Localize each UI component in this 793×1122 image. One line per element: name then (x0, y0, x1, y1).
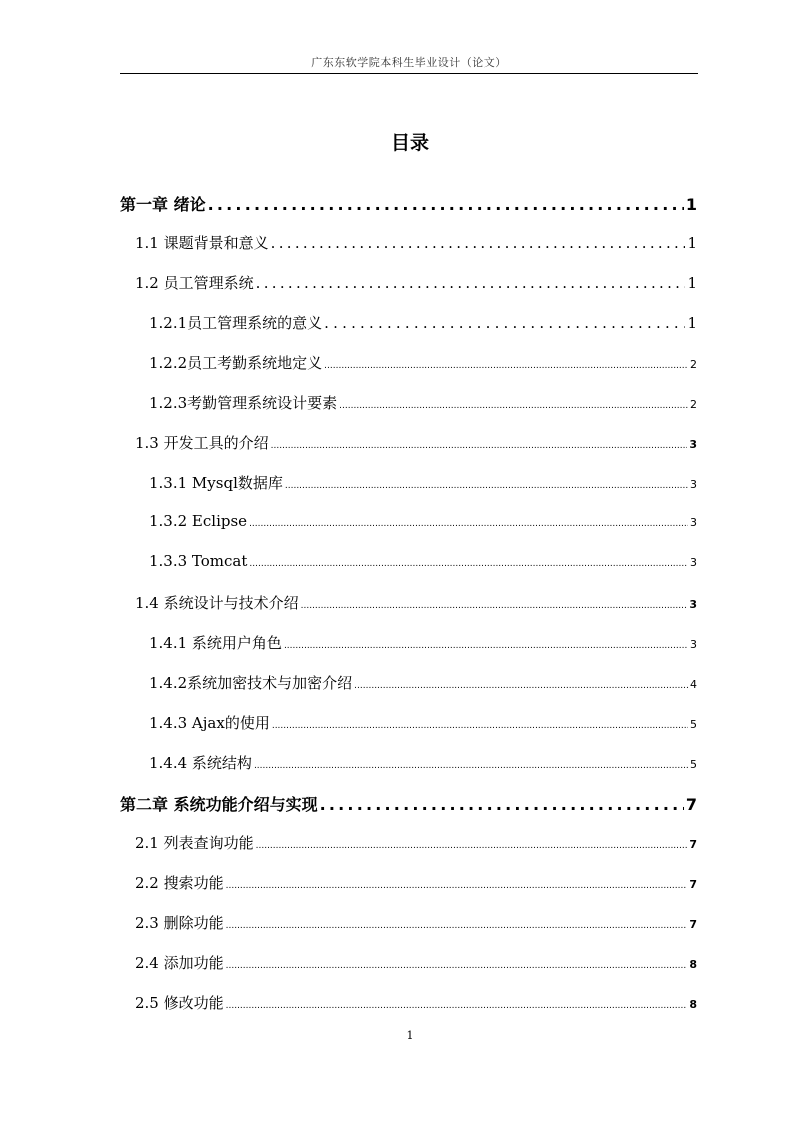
toc-entry-page: 1 (687, 314, 697, 332)
dot-leader (301, 601, 688, 611)
toc-entry-page: 8 (689, 998, 697, 1011)
toc-entry-chapter-2[interactable] (120, 792, 697, 815)
dot-leader (208, 195, 684, 214)
toc-entry-label: 1.3 开发工具的介绍 (135, 434, 269, 452)
toc-entry-page: 8 (689, 958, 697, 971)
toc-entry-page: 3 (690, 556, 697, 569)
toc-entry-1-1[interactable] (135, 232, 697, 253)
toc-entry-1-2-1[interactable] (149, 312, 697, 333)
toc-entry-1-3-3[interactable] (149, 552, 697, 570)
toc-entry-label: 1.3.1 Mysql数据库 (149, 474, 283, 492)
toc-entry-1-4-3[interactable] (149, 712, 697, 733)
toc-entry-1-2-3[interactable] (149, 392, 697, 413)
toc-entry-page: 2 (690, 358, 697, 371)
toc-entry-page: 1 (685, 195, 697, 214)
dot-leader (354, 681, 688, 691)
toc-entry-2-1[interactable] (135, 832, 697, 853)
toc-entry-2-2[interactable] (135, 872, 697, 893)
toc-entry-page: 7 (685, 795, 697, 814)
toc-entry-page: 7 (689, 838, 697, 851)
header-rule (120, 73, 698, 74)
toc-entry-label: 1.3.2 Eclipse (149, 512, 248, 530)
dot-leader (320, 795, 684, 814)
dot-leader (324, 314, 685, 332)
toc-entry-label: 1.4.2系统加密技术与加密介绍 (149, 674, 353, 692)
dot-leader (271, 234, 686, 252)
toc-entry-label: 1.2.1员工管理系统的意义 (149, 314, 323, 332)
toc-entry-chapter-1[interactable] (120, 192, 697, 215)
toc-entry-page: 4 (690, 678, 697, 691)
dot-leader (226, 1001, 688, 1011)
toc-entry-page: 7 (689, 918, 697, 931)
toc-entry-1-2[interactable] (135, 272, 697, 293)
toc-entry-2-4[interactable] (135, 952, 697, 973)
toc-entry-1-2-2[interactable] (149, 352, 697, 373)
toc-entry-label: 1.2.2员工考勤系统地定义 (149, 354, 323, 372)
dot-leader (226, 881, 688, 891)
dot-leader (256, 274, 686, 292)
dot-leader (271, 441, 688, 451)
toc-entry-label: 2.1 列表查询功能 (135, 834, 254, 852)
toc-entry-label: 2.5 修改功能 (135, 994, 224, 1012)
toc-entry-page: 5 (690, 718, 697, 731)
toc-entry-page: 3 (690, 638, 697, 651)
toc-entry-1-4-4[interactable] (149, 752, 697, 773)
toc-entry-label: 2.4 添加功能 (135, 954, 224, 972)
toc-entry-page: 3 (690, 516, 697, 529)
toc-entry-label: 1.3.3 Tomcat (149, 552, 248, 570)
toc-entry-label: 1.2.3考勤管理系统设计要素 (149, 394, 338, 412)
toc-entry-page: 3 (689, 438, 697, 451)
dot-leader (249, 519, 688, 529)
page-number: 1 (406, 1029, 414, 1042)
toc-entry-label: 2.2 搜索功能 (135, 874, 224, 892)
toc-entry-page: 3 (690, 478, 697, 491)
toc-entry-label: 1.4.4 系统结构 (149, 754, 252, 772)
toc-entry-1-3[interactable] (135, 432, 697, 453)
dot-leader (339, 401, 688, 411)
toc-entry-label: 第一章 绪论 (120, 195, 206, 214)
toc-entry-page: 7 (689, 878, 697, 891)
toc-entry-label: 2.3 删除功能 (135, 914, 224, 932)
toc-entry-label: 第二章 系统功能介绍与实现 (120, 795, 318, 814)
toc-entry-1-4-1[interactable] (149, 632, 697, 653)
dot-leader (272, 721, 688, 731)
toc-entry-page: 1 (687, 274, 697, 292)
dot-leader (226, 961, 688, 971)
toc-entry-2-5[interactable] (135, 992, 697, 1013)
running-header: 广东东软学院本科生毕业设计（论文） (311, 56, 507, 69)
dot-leader (226, 921, 688, 931)
toc-entry-label: 1.4.3 Ajax的使用 (149, 714, 270, 732)
dot-leader (284, 641, 688, 651)
toc-entry-2-3[interactable] (135, 912, 697, 933)
toc-entry-page: 5 (690, 758, 697, 771)
dot-leader (256, 841, 688, 851)
dot-leader (254, 761, 688, 771)
toc-entry-label: 1.4 系统设计与技术介绍 (135, 594, 299, 612)
toc-entry-label: 1.2 员工管理系统 (135, 274, 254, 292)
toc-entry-page: 3 (689, 598, 697, 611)
dot-leader (285, 481, 688, 491)
dot-leader (324, 361, 688, 371)
toc-entry-1-3-2[interactable] (149, 512, 697, 530)
toc-entry-1-4[interactable] (135, 592, 697, 613)
toc-entry-label: 1.1 课题背景和意义 (135, 234, 269, 252)
toc-entry-page: 2 (690, 398, 697, 411)
toc-entry-1-3-1[interactable] (149, 472, 697, 493)
dot-leader (249, 559, 688, 569)
toc-entry-1-4-2[interactable] (149, 672, 697, 693)
toc-title: 目录 (390, 132, 429, 154)
toc-entry-page: 1 (687, 234, 697, 252)
toc-entry-label: 1.4.1 系统用户角色 (149, 634, 282, 652)
